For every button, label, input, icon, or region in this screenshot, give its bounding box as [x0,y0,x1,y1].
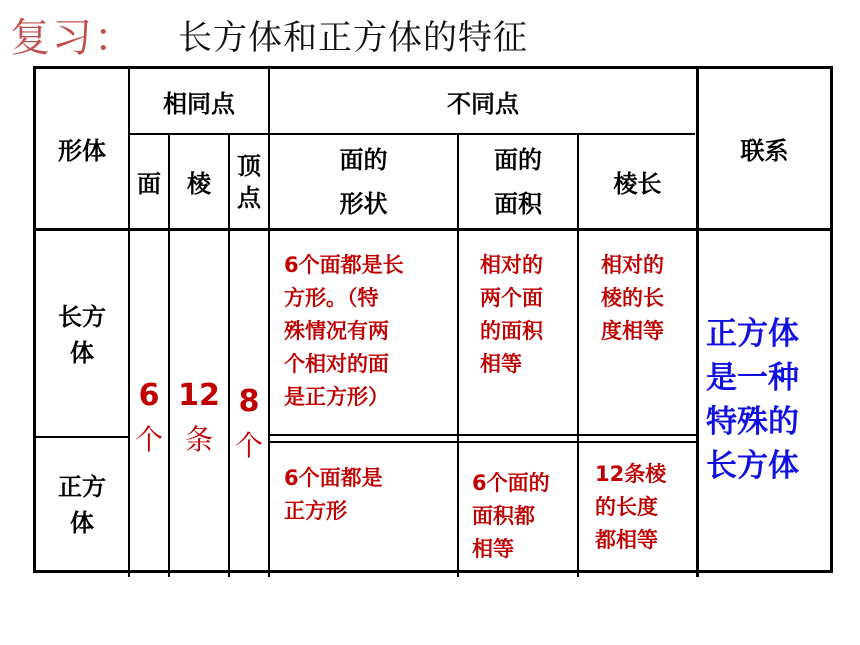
header-same: 相同点 [163,89,235,118]
header-face-shape: 面的 形状 [339,145,388,218]
edges-count: 12 [178,378,220,413]
header-different: 不同点 [447,89,519,118]
page-title: 长方体和正方体的特征 [178,18,528,58]
cuboid-face-area: 相对的 两个面 的面积 相等 [480,253,543,376]
header-relation: 联系 [740,137,789,165]
title-review: 复习： [10,15,136,61]
header-edge-length: 棱长 [613,170,662,198]
edges-unit: 条 [184,423,213,456]
cube-face-area: 6个面的 面积都 相等 [472,471,550,561]
vertices-count: 8 [238,384,260,419]
cuboid-edge-length: 相对的 棱的长 度相等 [601,253,664,343]
header-edge: 棱 [187,170,211,198]
row-label-cuboid: 长方 体 [58,303,106,367]
header-shape: 形体 [58,137,106,165]
cuboid-face-shape: 6个面都是长 方形。（特 殊情况有两 个相对的面 是正方形） [284,253,404,409]
relation-text: 正方体 是一种 特殊的 长方体 [706,316,799,484]
faces-count: 6 [138,378,160,413]
header-vertex: 顶 点 [237,151,261,212]
vertices-unit: 个 [234,429,263,462]
header-face-area: 面的 面积 [494,145,542,218]
faces-unit: 个 [134,423,163,456]
row-label-cube: 正方 体 [58,473,106,537]
cube-edge-length: 12条棱 的长度 都相等 [595,462,667,552]
cube-face-shape: 6个面都是 正方形 [284,466,383,523]
header-face: 面 [137,170,161,198]
